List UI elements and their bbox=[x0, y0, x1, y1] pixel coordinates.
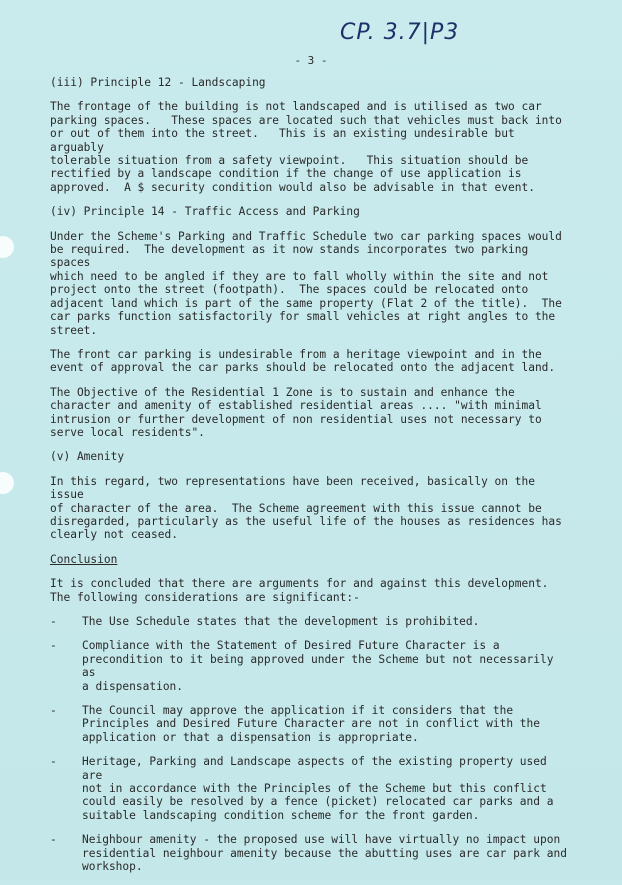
list-item-text: The Use Schedule states that the development is prohibited. bbox=[82, 615, 480, 628]
section-heading-amenity: (v) Amenity bbox=[50, 450, 125, 464]
conclusion-heading: Conclusion bbox=[50, 552, 118, 566]
punch-hole bbox=[0, 236, 14, 258]
punch-hole bbox=[0, 472, 14, 494]
handwritten-reference: CP. 3.7|P3 bbox=[340, 20, 460, 45]
section-heading-traffic-parking: (iv) Principle 14 - Traffic Access and Parking bbox=[50, 205, 360, 219]
paragraph: The front car parking is undesirable from a heritage viewpoint and in the event of approval the car parks should be relocated onto the adjacent land. bbox=[50, 347, 556, 375]
page-number: - 3 - bbox=[294, 54, 328, 67]
section-heading-landscaping: (iii) Principle 12 - Landscaping bbox=[50, 76, 266, 89]
paragraph: The frontage of the building is not landscaped and is utilised as two car parking spaces. These spaces are located such that vehicles must back into or out of them into the street. This is an existing undesirable but arguably tolerable situation from a safety viewpoint. This situation should be rectified by a landscape condition if the change of use application is approved. A $ security condition would also be advisable in that event. bbox=[50, 100, 562, 194]
list-item-text: Neighbour amenity - the proposed use will have virtually no impact upon residential neighbour amenity because the abutting uses are car park and workshop. bbox=[82, 833, 567, 874]
conclusion-intro: It is concluded that there are arguments for and against this development. The following considerations are significant:- bbox=[50, 577, 549, 604]
dash-bullet: - bbox=[50, 704, 57, 718]
list-item bbox=[50, 704, 570, 744]
list-item-text: The Council may approve the application if it considers that the Principles and Desired Future Character are not in conflict with the application or that a dispensation is appropriate. bbox=[82, 704, 541, 744]
paragraph: The Objective of the Residential 1 Zone is to sustain and enhance the character and amenity of established residential areas .... "with minimal intrusion or further development of non residential uses not necessary to serve local residents". bbox=[50, 385, 542, 439]
considerations-list bbox=[50, 615, 570, 874]
dash-bullet: - bbox=[50, 755, 57, 769]
dash-bullet: - bbox=[50, 639, 57, 653]
list-item bbox=[50, 639, 570, 693]
dash-bullet: - bbox=[50, 615, 57, 628]
document-body bbox=[50, 76, 570, 885]
dash-bullet: - bbox=[50, 833, 57, 847]
list-item-text: Compliance with the Statement of Desired Future Character is a precondition to it being approved under the Scheme but not necessarily as a dispensation. bbox=[82, 639, 554, 693]
list-item bbox=[50, 615, 570, 628]
list-item bbox=[50, 755, 570, 822]
list-item bbox=[50, 833, 570, 873]
list-item-text: Heritage, Parking and Landscape aspects of the existing property used are not in accordance with the Principles of the Scheme but this conflict could easily be resolved by a fence (picket) relocated car parks and a suitable landscaping condition scheme for the front garden. bbox=[82, 755, 554, 822]
paragraph: In this regard, two representations have been received, basically on the issue of character of the area. The Scheme agreement with this issue cannot be disregarded, particularly as the useful life of the houses as residences has clearly not ceased. bbox=[50, 474, 562, 542]
paragraph: Under the Scheme's Parking and Traffic Schedule two car parking spaces would be required. The development as it now stands incorporates two parking spaces which need to be angled if they are to fall wholly within the site and not project onto the street (footpath). The spaces could be relocated onto adjacent land which is part of the same property (Flat 2 of the title). The car parks function satisfactorily for small vehicles at right angles to the street. bbox=[50, 229, 562, 337]
